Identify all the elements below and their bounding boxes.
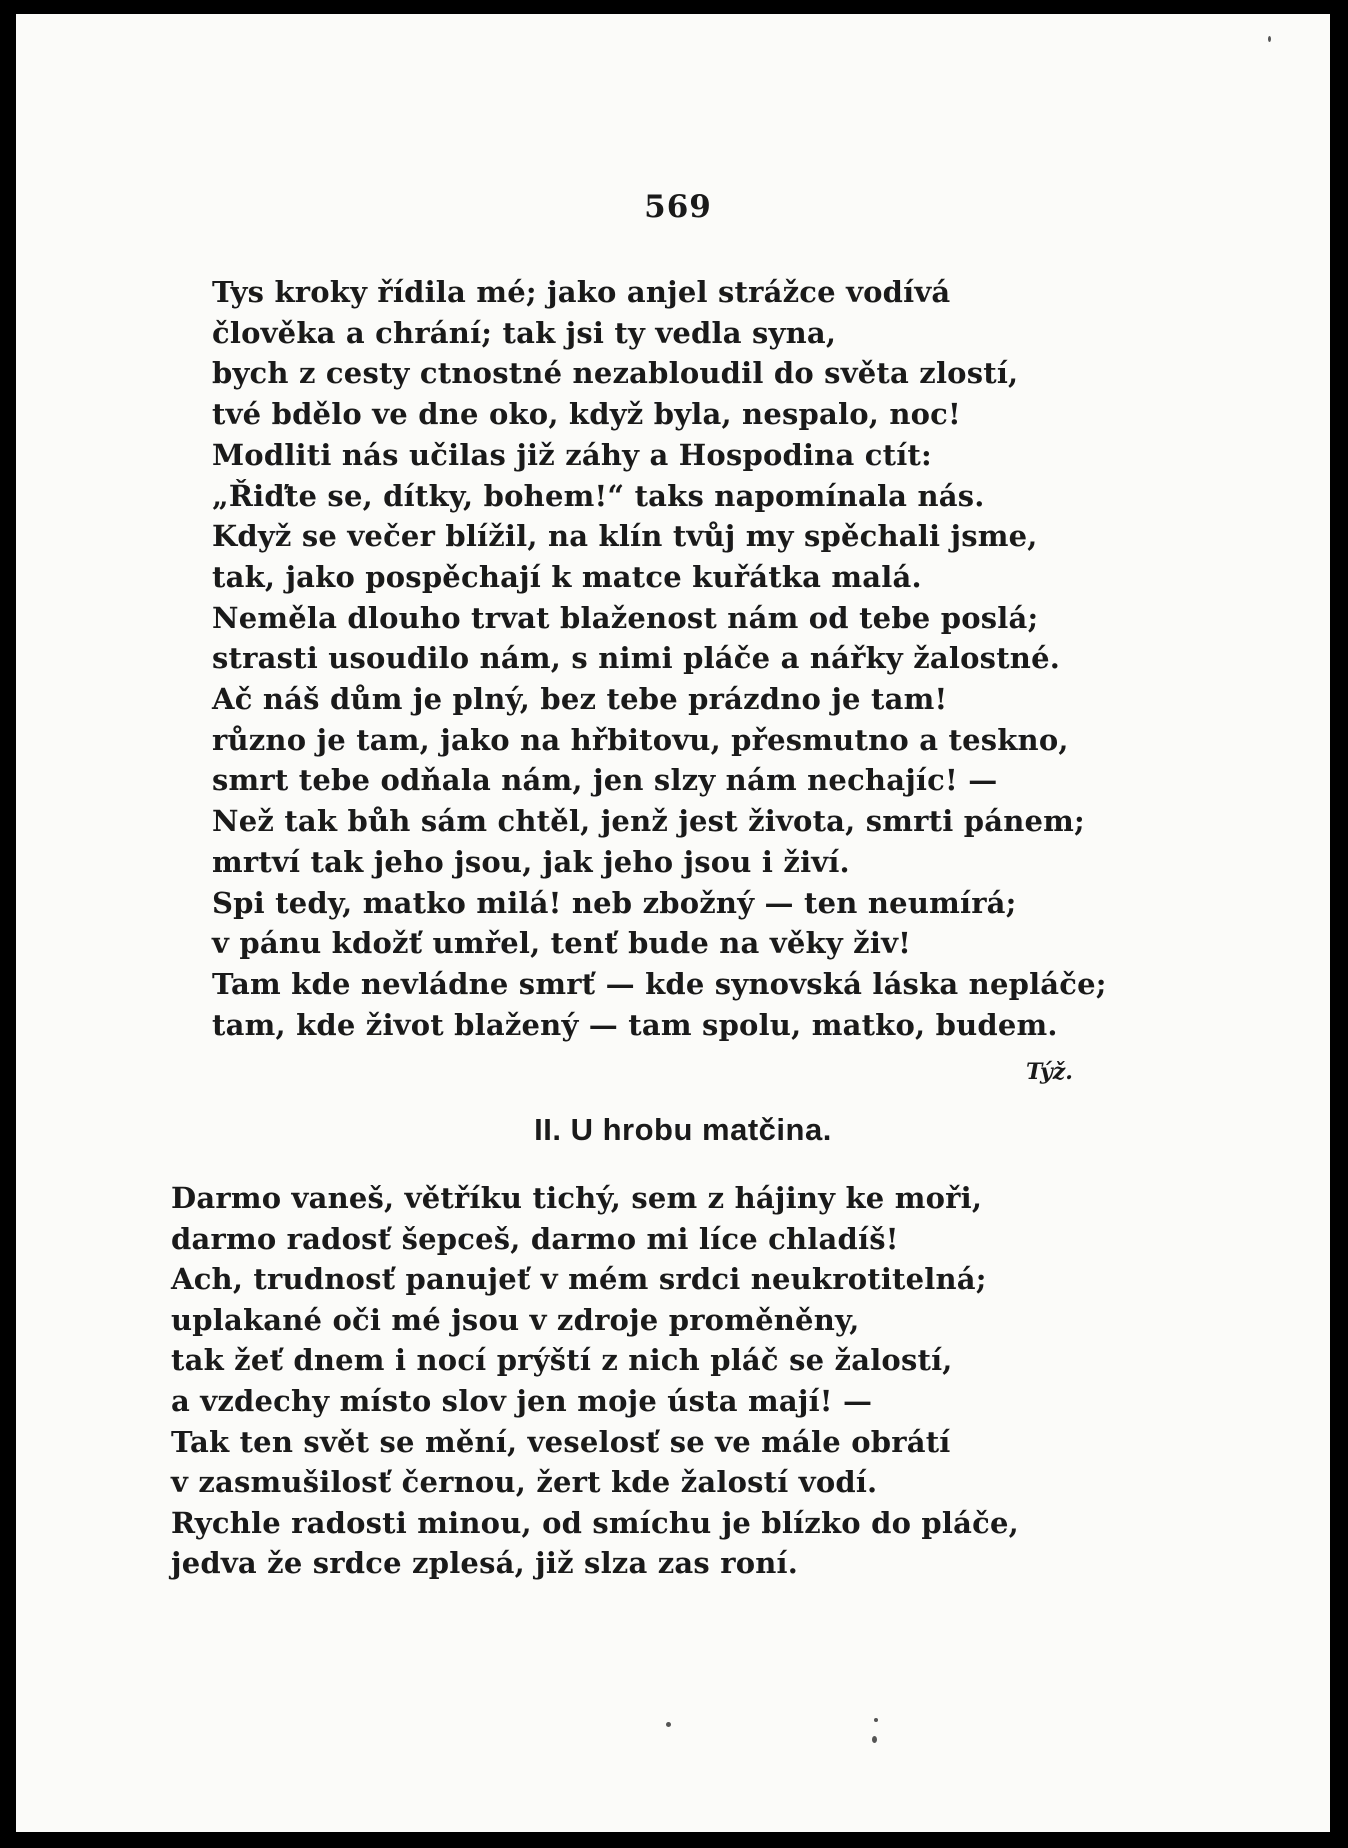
poem-line: Spi tedy, matko milá! neb zbožný — ten neumírá; (212, 885, 1017, 920)
poem-line: Neměla dlouho trvat blaženost nám od tebe poslá; (212, 600, 1039, 635)
poem-line: tak, jako pospěchají k matce kuřátka malá. (212, 559, 922, 594)
poem-2 (171, 1178, 1019, 1584)
poem-line: tak žeť dnem i nocí prýští z nich pláč se žalostí, (171, 1343, 953, 1378)
poem-line: bych z cesty ctnostné nezabloudil do světa zlostí, (212, 356, 1019, 391)
poem-line: strasti usoudilo nám, s nimi pláče a nářky žalostné. (212, 641, 1061, 676)
scan-speck (1268, 36, 1271, 42)
poem-line: uplakané oči mé jsou v zdroje proměněny, (171, 1302, 860, 1337)
poem-line: „Řiďte se, dítky, bohem!“ taks napomínala nás. (212, 478, 985, 513)
scan-speck (666, 1722, 671, 1727)
poem-line: darmo radosť šepceš, darmo mi líce chladíš! (171, 1221, 899, 1256)
poem-line: a vzdechy místo slov jen moje ústa mají! — (171, 1383, 873, 1418)
poem-line: Tam kde nevládne smrť — kde synovská láska nepláče; (212, 966, 1107, 1001)
poem-line: Modliti nás učilas již záhy a Hospodina ctít: (212, 437, 932, 472)
book-page (16, 14, 1330, 1832)
poem-line: v zasmušilosť černou, žert kde žalostí vodí. (171, 1465, 878, 1500)
poem-line: Tys kroky řídila mé; jako anjel strážce vodívá (212, 275, 951, 309)
poem-line: Když se večer blížil, na klín tvůj my spěchali jsme, (212, 519, 1038, 554)
poem-line: člověka a chrání; tak jsi ty vedla syna, (212, 315, 837, 350)
poem-line: tam, kde život blažený — tam spolu, matko, budem. (212, 1007, 1058, 1042)
poem-line: Než tak bůh sám chtěl, jenž jest života, smrti pánem; (212, 804, 1085, 839)
poem-line: Ach, trudnosť panujeť v mém srdci neukrotitelná; (171, 1262, 987, 1297)
scan-speck (872, 1736, 877, 1743)
poem-line: mrtví tak jeho jsou, jak jeho jsou i živí. (212, 844, 850, 879)
section-title: II. U hrobu matčina. (534, 1112, 832, 1147)
author-signature: Týž. (1026, 1059, 1073, 1085)
scan-border-left (0, 0, 16, 1848)
poem-1 (212, 272, 1107, 1045)
poem-line: Darmo vaneš, větříku tichý, sem z hájiny ke moři, (171, 1181, 983, 1215)
poem-line: jedva že srdce zplesá, již slza zas roní. (171, 1546, 799, 1581)
poem-line: tvé bdělo ve dne oko, když byla, nespalo, noc! (212, 397, 961, 432)
poem-line: různo je tam, jako na hřbitovu, přesmutno a teskno, (212, 722, 1069, 757)
poem-line: Rychle radosti minou, od smíchu je blízko do pláče, (171, 1505, 1019, 1540)
scan-speck (874, 1718, 878, 1722)
poem-line: Ač náš dům je plný, bez tebe prázdno je tam! (212, 682, 948, 717)
poem-line: smrt tebe odňala nám, jen slzy nám nechajíc! — (212, 763, 998, 798)
poem-line: v pánu kdožť umřel, tenť bude na věky živ! (212, 926, 912, 961)
page-number: 569 (644, 189, 712, 225)
poem-line: Tak ten svět se mění, veselosť se ve mále obrátí (171, 1424, 951, 1459)
